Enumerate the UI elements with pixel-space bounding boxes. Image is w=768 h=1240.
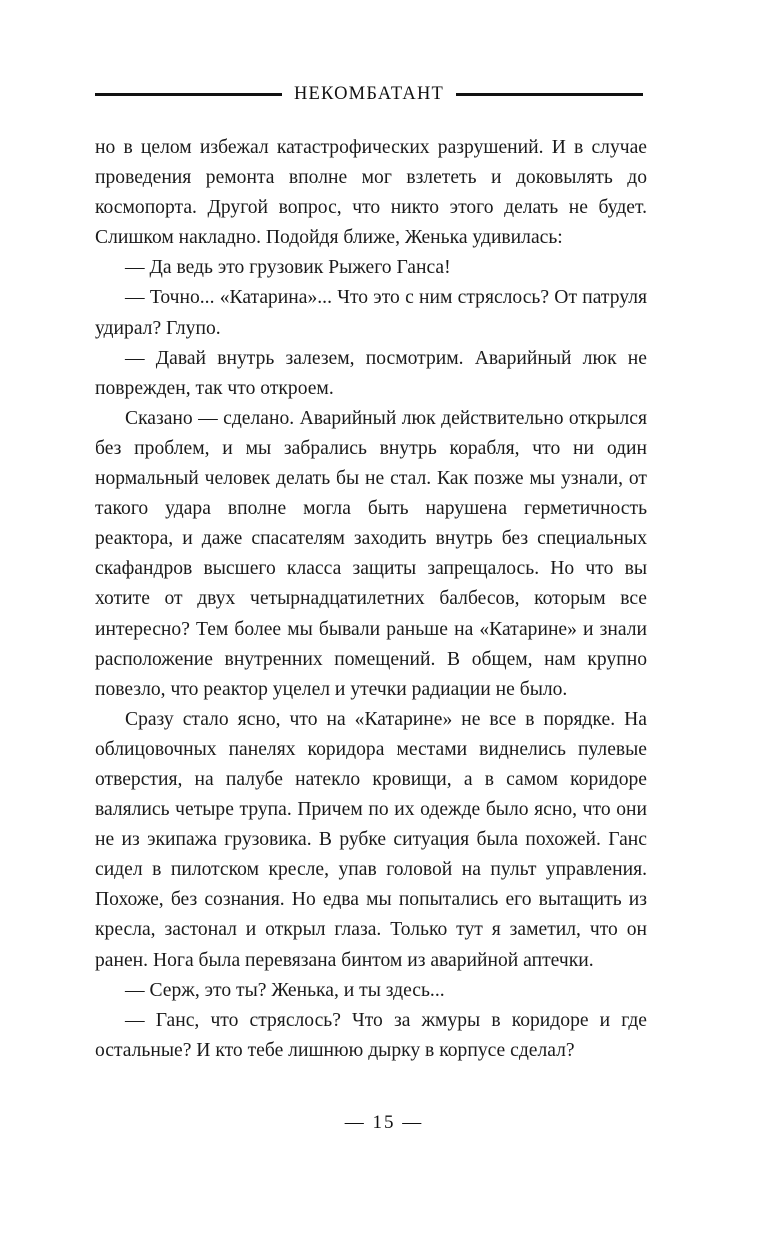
- body-text: [95, 133, 647, 1066]
- paragraph: Сразу стало ясно, что на «Катарине» не все в порядке. На облицовочных панелях коридора местами виднелись пулевые отверстия, на палубе натекло кровищи, а в самом коридоре валялись четыре трупа. Причем по их одежде было ясно, что они не из экипажа грузовика. В рубке ситуация была похожей. Ганс сидел в пилотском кресле, упав головой на пульт управления. Похоже, без сознания. Но едва мы попытались его вытащить из кресла, застонал и открыл глаза. Только тут я заметил, что он ранен. Нога была перевязана бинтом из аварийной аптечки.: [95, 708, 647, 971]
- running-head: [95, 84, 643, 105]
- paragraph: Сказано — сделано. Аварийный люк действительно открылся без проблем, и мы забрались внутрь корабля, что ни один нормальный человек делать бы не стал. Как позже мы узнали, от такого удара вполне могла быть нарушена герметичность реактора, и даже спасателям заходить внутрь без специальных скафандров высшего класса защиты запрещалось. Но что вы хотите от двух четырнадцатилетних балбесов, которым все интересно? Тем более мы бывали раньше на «Катарине» и знали расположение внутренних помещений. В общем, нам крупно повезло, что реактор уцелел и утечки радиации не было.: [95, 407, 647, 700]
- running-title: НЕКОМБАТАНТ: [293, 84, 445, 104]
- paragraph: — Давай внутрь залезем, посмотрим. Аварийный люк не поврежден, так что откроем.: [95, 347, 647, 399]
- paragraph: — Ганс, что стряслось? Что за жмуры в коридоре и где остальные? И кто тебе лишнюю дырку в корпусе сделал?: [95, 1009, 647, 1061]
- header-rule-right: [456, 93, 643, 96]
- paragraph: — Да ведь это грузовик Рыжего Ганса!: [125, 257, 451, 279]
- paragraph: — Точно... «Катарина»... Что это с ним стряслось? От патруля удирал? Глупо.: [95, 287, 647, 339]
- page-number: — 15 —: [344, 1112, 424, 1133]
- header-rule-left: [95, 93, 282, 96]
- paragraph: но в целом избежал катастрофических разрушений. И в случае проведения ремонта вполне мог взлететь и доковылять до космопорта. Другой вопрос, что никто этого делать не будет. Слишком накладно. Подойдя ближе, Женька удивилась:: [95, 137, 647, 249]
- paragraph: — Серж, это ты? Женька, и ты здесь...: [125, 979, 445, 1001]
